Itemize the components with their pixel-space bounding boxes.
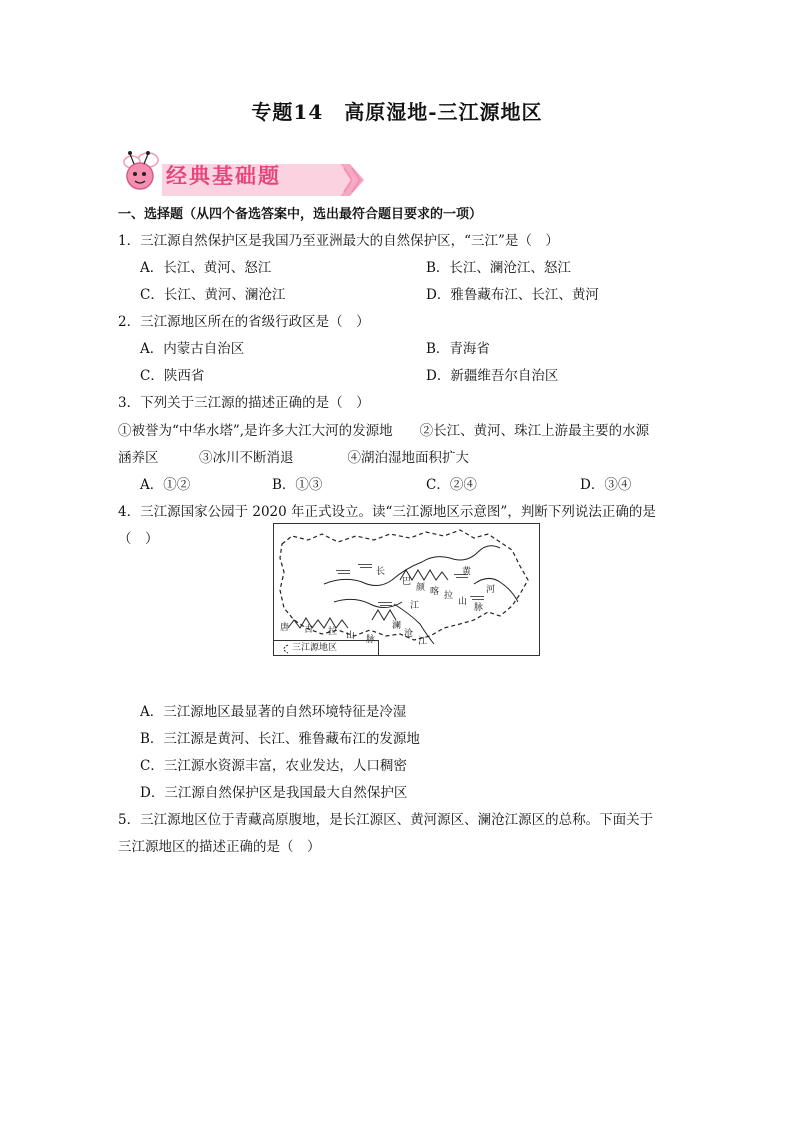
map-label-mai1: 脉 (474, 603, 484, 613)
legend-label: 三江源地区 (292, 643, 338, 653)
map-label-la1: 拉 (444, 591, 454, 601)
q2-option-c: C．陕西省 (140, 368, 205, 384)
q3-option-d: D．③④ (580, 477, 632, 493)
section-heading: 一、选择题（从四个备选答案中，选出最符合题目要求的一项） (118, 207, 483, 222)
q4-option-b: B．三江源是黄河、长江、雅鲁藏布江的发源地 (140, 731, 420, 747)
map-label-shan2: 山 (346, 631, 356, 641)
legend-boundary-icon (277, 643, 291, 655)
map-label-jiang1: 江 (410, 601, 420, 611)
map-label-shan: 山 (458, 597, 468, 607)
map-label-la2: 拉 (328, 627, 338, 637)
q4-stem: 4．三江源国家公园于 2020 年正式设立。读“三江源地区示意图”，判断下列说法正确的是 (118, 504, 656, 520)
q1-option-c: C．长江、黄河、澜沧江 (140, 287, 286, 303)
map-legend (274, 640, 379, 656)
q4-answer-paren: （ ） (118, 531, 159, 547)
q1-stem: 1．三江源自然保护区是我国乃至亚洲最大的自然保护区，“三江”是（ ） (118, 233, 559, 249)
q4-option-a: A．三江源地区最显著的自然环境特征是冷湿 (140, 704, 407, 720)
map-label-huang: 黄 (462, 567, 472, 577)
q1-option-b: B．长江、澜沧江、怒江 (426, 260, 571, 276)
q3-stem: 3．下列关于三江源的描述正确的是（ ） (118, 395, 370, 411)
map-label-gu: 古 (304, 625, 314, 635)
q2-option-b: B．青海省 (426, 341, 490, 357)
q2-option-a: A．内蒙古自治区 (140, 341, 245, 357)
map-label-chang: 长 (376, 567, 386, 577)
banner-label: 经典基础题 (166, 164, 281, 188)
q5-stem-line1: 5．三江源地区位于青藏高原腹地，是长江源区、黄河源区、澜沧江源区的总称。下面关于 (118, 812, 654, 828)
q3-statements-line1: ①被誉为“中华水塔”,是许多大江大河的发源地 ②长江、黄河、珠江上游最主要的水源 (118, 423, 650, 439)
q4-option-c: C．三江源水资源丰富，农业发达，人口稠密 (140, 758, 407, 774)
section-banner (118, 142, 368, 198)
map-label-he: 河 (486, 585, 496, 595)
map-label-jiang2: 江 (418, 637, 428, 647)
q2-option-d: D．新疆维吾尔自治区 (426, 368, 559, 384)
q5-stem-line2: 三江源地区的描述正确的是（ ） (118, 839, 321, 855)
map-label-lan: 澜 (392, 621, 402, 631)
q1-option-d: D．雅鲁藏布江、长江、黄河 (426, 287, 599, 303)
map-label-ba: 巴 (402, 577, 412, 587)
sanjiangyuan-map (273, 523, 540, 656)
q2-stem: 2．三江源地区所在的省级行政区是（ ） (118, 314, 370, 330)
q3-statements-line2: 涵养区 ③冰川不断消退 ④湖泊湿地面积扩大 (118, 450, 469, 466)
map-label-yan: 颜 (416, 583, 426, 593)
map-label-ka: 喀 (430, 587, 440, 597)
map-label-mai2: 脉 (366, 635, 376, 645)
page-title: 专题14 高原湿地-三江源地区 (251, 100, 543, 124)
q1-option-a: A．长江、黄河、怒江 (140, 260, 272, 276)
q3-option-b: B．①③ (272, 477, 323, 493)
q3-option-c: C．②④ (426, 477, 477, 493)
map-label-cang: 沧 (404, 629, 414, 639)
map-label-tang: 唐 (280, 623, 290, 633)
q3-option-a: A．①② (140, 477, 191, 493)
q4-option-d: D．三江源自然保护区是我国最大自然保护区 (140, 785, 408, 801)
